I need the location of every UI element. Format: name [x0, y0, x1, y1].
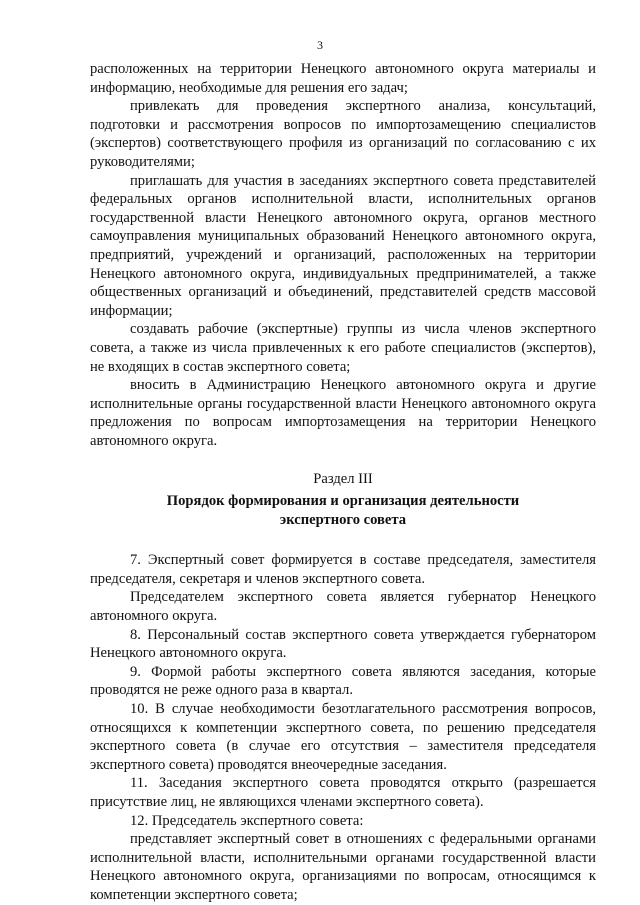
paragraph: 9. Формой работы экспертного совета являются заседания, которые проводятся не реже одного раза в квартал.: [90, 663, 596, 699]
paragraph: представляет экспертный совет в отношениях с федеральными органами исполнительной власти, исполнительными органами государственной власти Ненецкого автономного округа, организациями по вопросам, относящимся к компетенции экспертного совета;: [90, 831, 596, 903]
paragraph: 8. Персональный состав экспертного совета утверждается губернатором Ненецкого автономного округа.: [90, 626, 596, 662]
section-title-line-1: Порядок формирования и организация деятельности: [166, 493, 520, 510]
paragraph: 12. Председатель экспертного совета:: [130, 812, 364, 829]
paragraph: привлекать для проведения экспертного анализа, консультаций, подготовки и рассмотрения вопросов по импортозамещению специалистов (экспертов) соответствующего профиля из организаций по согласованию с их руководителями;: [90, 98, 596, 170]
paragraphs-after-section: [90, 551, 596, 904]
page-number: 3: [317, 38, 323, 52]
section-heading: [90, 470, 596, 529]
paragraph: 10. В случае необходимости безотлагательного рассмотрения вопросов, относящихся к компетенции экспертного совета, по решению председателя экспертного совета (в случае его отсутствия – заместителя председателя экспертного совета) проводятся внеочередные заседания.: [90, 701, 596, 773]
paragraph: расположенных на территории Ненецкого автономного округа материалы и информацию, необходимые для решения его задач;: [90, 61, 596, 96]
paragraph: 7. Экспертный совет формируется в составе председателя, заместителя председателя, секретаря и членов экспертного совета.: [90, 552, 596, 587]
paragraph: создавать рабочие (экспертные) группы из числа членов экспертного совета, а также из числа привлеченных к его работе специалистов (экспертов), не входящих в состав экспертного совета;: [90, 321, 596, 375]
document-body: [90, 60, 596, 905]
section-spacer: [90, 529, 596, 551]
paragraph: приглашать для участия в заседаниях экспертного совета представителей федеральных органов исполнительной власти, исполнительных органов государственной власти Ненецкого автономного округа, органов местного самоуправления муниципальных образований Ненецкого автономного округа, предприятий, учреждений и организаций, расположенных на территории Ненецкого автономного округа, индивидуальных предпринимателей, а также общественных организаций и объединений, представителей средств массовой информации;: [90, 172, 596, 319]
section-title-line-2: экспертного совета: [279, 511, 407, 528]
paragraph: вносить в Администрацию Ненецкого автономного округа и другие исполнительные органы государственной власти Ненецкого автономного округа предложения по вопросам импортозамещения на территории Ненецкого автономного округа.: [90, 377, 596, 449]
paragraphs-before-section: [90, 60, 596, 450]
paragraph: 11. Заседания экспертного совета проводятся открыто (разрешается присутствие лиц, не являющихся членами экспертного совета).: [90, 775, 596, 810]
section-number: Раздел III: [313, 471, 373, 488]
paragraph: Председателем экспертного совета является губернатор Ненецкого автономного округа.: [90, 589, 596, 625]
section-title: [90, 492, 596, 529]
